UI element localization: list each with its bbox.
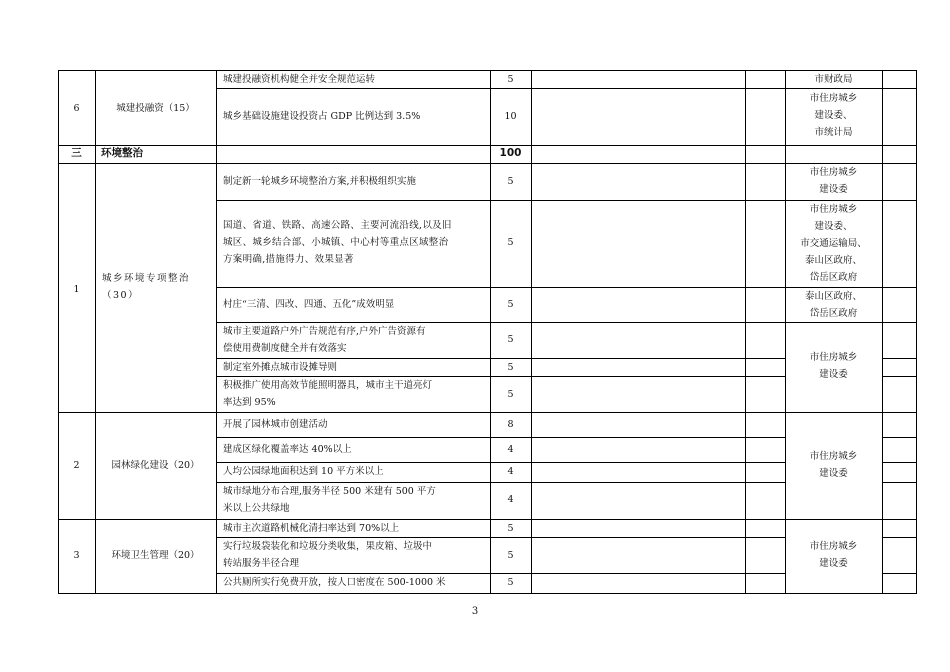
group-name: 环境卫生管理（20）: [111, 550, 200, 561]
responsible-dept: [785, 448, 882, 482]
row-divider: [216, 437, 785, 438]
responsible-dept: [785, 538, 882, 572]
score: 10: [504, 111, 517, 122]
score: 5: [507, 550, 514, 561]
row-divider: [882, 358, 917, 359]
row-divider: [882, 200, 917, 201]
score: 5: [507, 176, 514, 187]
dept-line: 市交通运输局、: [800, 238, 867, 249]
table-border-right: [916, 70, 917, 594]
group-name: [102, 270, 214, 304]
item-line: 转站服务半径合理: [223, 558, 300, 569]
item-line: 率达到 95%: [223, 397, 276, 408]
score: 4: [507, 494, 514, 505]
score: 5: [507, 237, 514, 248]
dept-line: 市住房城乡: [809, 352, 858, 363]
row-divider: [882, 537, 917, 538]
item-text: [223, 377, 490, 411]
item-line: 偿使用费制度健全并有效落实: [223, 343, 347, 354]
column-divider: [531, 70, 532, 594]
group-name: 城建投融资（15）: [116, 103, 195, 114]
item-text: 制定室外摊点城市设摊导则: [223, 362, 338, 373]
responsible-dept: [785, 201, 882, 286]
dept-line: 泰山区政府、: [804, 291, 862, 302]
item-text: 城建投融资机构健全并安全规范运转: [223, 74, 376, 85]
score: 5: [507, 362, 514, 373]
dept-line: 岱岳区政府: [809, 272, 858, 283]
item-line: 方案明确,措施得力、效果显著: [223, 254, 354, 265]
row-divider: [882, 573, 917, 574]
item-line: 城区、城乡结合部、小城镇、中心村等重点区域整治: [223, 237, 449, 248]
score: 5: [507, 299, 514, 310]
responsible-dept: [785, 90, 882, 141]
row-divider: [882, 437, 917, 438]
column-divider: [216, 70, 217, 594]
item-text: 人均公园绿地面积达到 10 平方米以上: [223, 466, 384, 477]
item-text: 制定新一轮城乡环境整治方案,并积极组织实施: [223, 176, 417, 187]
item-text: 开展了园林城市创建活动: [223, 419, 328, 430]
row-divider: [882, 482, 917, 483]
row-divider: [58, 412, 917, 413]
responsible-dept: 市财政局: [814, 74, 853, 85]
dept-line: 市住房城乡: [809, 541, 858, 552]
score: 4: [507, 466, 514, 477]
row-divider: [882, 462, 917, 463]
column-divider: [882, 70, 883, 594]
item-line: 积极推广使用高效节能照明器具，城市主干道亮灯: [223, 380, 433, 391]
dept-line: 建设委、: [814, 221, 853, 232]
item-line: 城市主要道路户外广告规范有序,户外广告资源有: [223, 326, 426, 337]
item-text: 建成区绿化覆盖率达 40%以上: [223, 444, 352, 455]
dept-line: 建设委: [819, 558, 848, 569]
row-divider: [882, 287, 917, 288]
item-text: [223, 483, 490, 517]
group-name-line: 城乡环境专项整治: [102, 273, 191, 284]
item-text: [223, 323, 490, 357]
row-divider: [216, 88, 785, 89]
responsible-dept: [785, 288, 882, 322]
score: 5: [507, 577, 514, 588]
section-score: 100: [499, 147, 522, 159]
dept-line: 泰山区政府、: [804, 255, 862, 266]
dept-line: 岱岳区政府: [809, 308, 858, 319]
score: 5: [507, 523, 514, 534]
item-text: 村庄“三清、四改、四通、五化”成效明显: [223, 299, 395, 310]
row-divider: [882, 376, 917, 377]
dept-line: 建设委: [819, 468, 848, 479]
dept-line: 建设委、: [814, 110, 853, 121]
dept-line: 市住房城乡: [809, 451, 858, 462]
item-line: 国道、省道、铁路、高速公路、主要河流沿线,以及旧: [223, 220, 452, 231]
responsible-dept: [785, 164, 882, 198]
row-divider: [216, 200, 785, 201]
dept-line: 市统计局: [814, 127, 853, 138]
row-divider: [785, 322, 882, 323]
row-divider: [785, 88, 882, 89]
dept-line: 市住房城乡: [809, 167, 858, 178]
item-line: 实行垃圾袋装化和垃圾分类收集，果皮箱、垃圾中: [223, 541, 433, 552]
item-line: 米以上公共绿地: [223, 503, 290, 514]
column-divider: [785, 70, 786, 594]
item-text: 城乡基础设施建设投资占 GDP 比例达到 3.5%: [223, 111, 421, 122]
score: 4: [507, 444, 514, 455]
row-divider: [882, 88, 917, 89]
row-divider: [882, 322, 917, 323]
section-number: 三: [71, 147, 82, 159]
table-border-bottom: [58, 593, 917, 594]
group-name: 园林绿化建设（20）: [111, 460, 200, 471]
dept-line: 建设委: [819, 369, 848, 380]
item-text: 公共厕所实行免费开放，按人口密度在 500-1000 米: [223, 577, 446, 588]
column-divider: [95, 70, 96, 594]
group-number: 2: [73, 460, 80, 471]
group-number: 6: [73, 103, 80, 114]
item-text: [223, 217, 490, 268]
column-divider: [745, 70, 746, 594]
page-number: 3: [471, 606, 479, 617]
item-text: [223, 538, 490, 572]
row-divider: [216, 287, 785, 288]
group-number: 1: [73, 284, 80, 295]
section-title: 环境整治: [101, 147, 143, 159]
score: 5: [507, 74, 514, 85]
score: 5: [507, 334, 514, 345]
group-name-line: （30）: [102, 290, 140, 301]
score: 5: [507, 389, 514, 400]
group-number: 3: [73, 550, 80, 561]
item-text: 城市主次道路机械化清扫率达到 70%以上: [223, 523, 400, 534]
responsible-dept: [785, 349, 882, 383]
dept-line: 市住房城乡: [809, 93, 858, 104]
score: 8: [507, 419, 514, 430]
dept-line: 建设委: [819, 184, 848, 195]
item-line: 城市绿地分布合理,服务半径 500 米建有 500 平方: [223, 486, 436, 497]
dept-line: 市住房城乡: [809, 204, 858, 215]
